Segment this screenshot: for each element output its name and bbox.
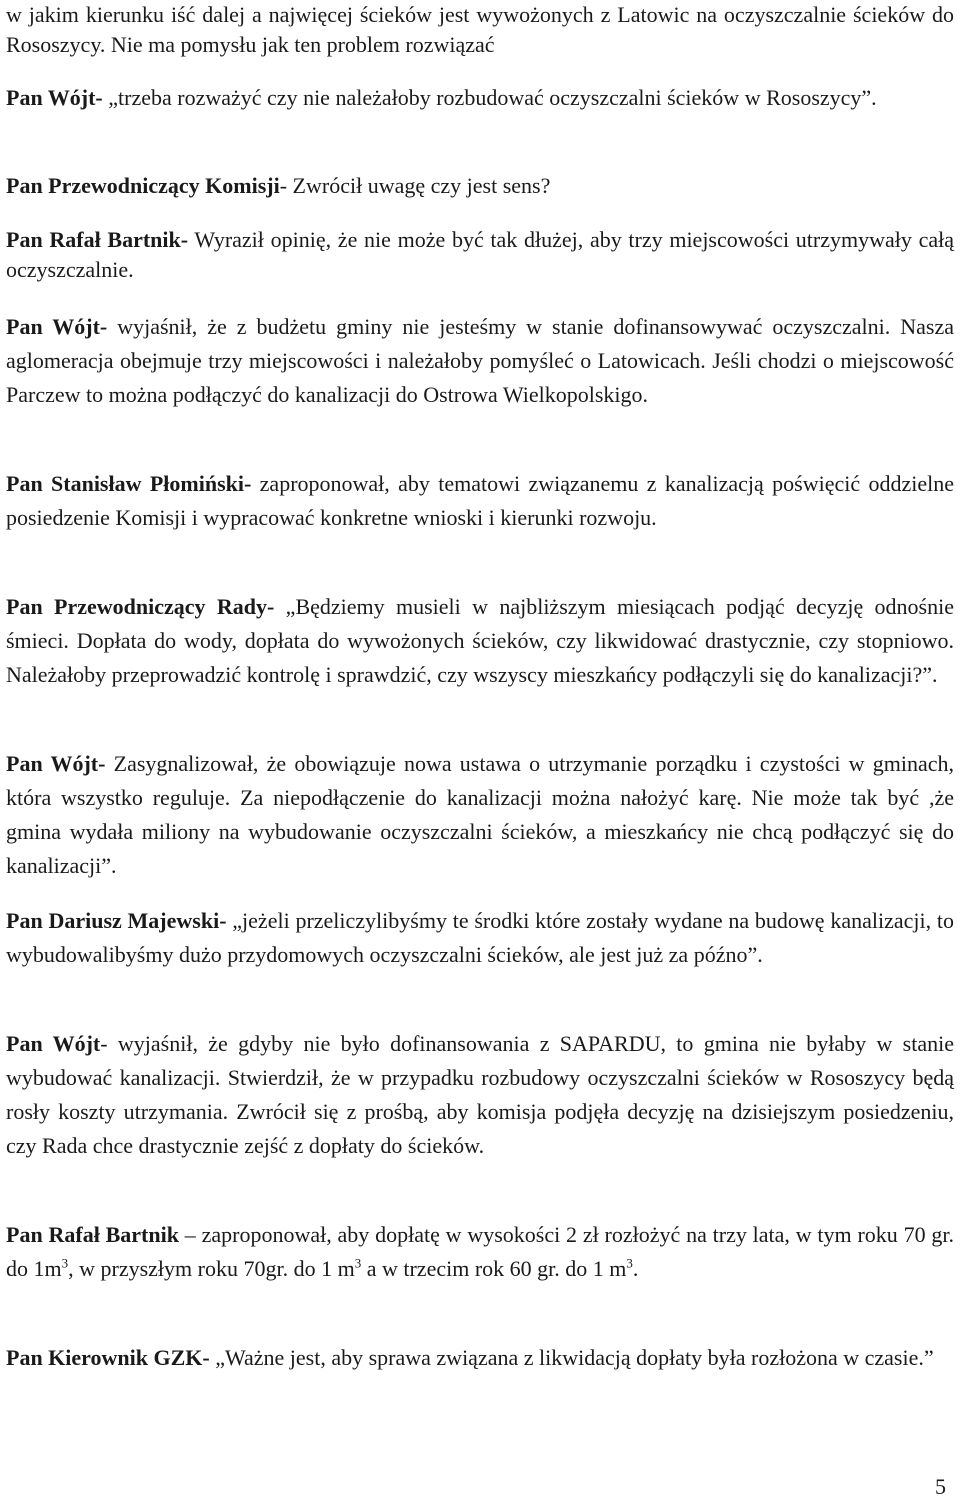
paragraph-text: „Ważne jest, aby sprawa związana z likwidacją dopłaty była rozłożona w czasie.”	[209, 1345, 934, 1370]
superscript-cubic: 3	[626, 1255, 633, 1271]
speaker-name: Pan Wójt-	[6, 314, 108, 339]
paragraph-bartnik-2	[6, 1218, 954, 1286]
paragraph-wojt-1	[6, 83, 954, 113]
paragraph-text: - Zwrócił uwagę czy jest sens?	[279, 173, 551, 198]
paragraph-text: , w przyszłym roku 70gr. do 1 m	[68, 1256, 355, 1281]
paragraph-kierownik-gzk	[6, 1341, 954, 1375]
speaker-name: Pan Wójt-	[6, 751, 106, 776]
paragraph-przewodniczacy-komisji	[6, 171, 954, 201]
speaker-name: Pan Wójt-	[6, 85, 103, 110]
paragraph-bartnik-1	[6, 225, 954, 285]
paragraph-majewski	[6, 904, 954, 972]
paragraph-przewodniczacy-rady	[6, 590, 954, 692]
paragraph-plominski	[6, 467, 954, 535]
speaker-name: Pan Wójt	[6, 1031, 101, 1056]
speaker-name: Pan Przewodniczący Komisji	[6, 173, 280, 198]
paragraph-wojt-3	[6, 747, 954, 883]
paragraph-text: - wyjaśnił, że gdyby nie było dofinansowania z SAPARDU, to gmina nie byłaby w stanie wybudować kanalizacji. Stwierdził, że w przypadku rozbudowy oczyszczalni ścieków w Rososzycy będą rosły koszty utrzymania. Zwrócił się z prośbą, aby komisja podjęła decyzję na dzisiejszym posiedzeniu, czy Rada chce drastycznie zejść z dopłaty do ścieków.	[6, 1031, 954, 1158]
speaker-name: Pan Rafał Bartnik	[6, 1222, 179, 1247]
paragraph-wojt-4	[6, 1027, 954, 1163]
page-number: 5	[935, 1474, 946, 1499]
paragraph-text: Wyraził opinię, że nie może być tak dłużej, aby trzy miejscowości utrzymywały całą oczyszczalnie.	[6, 227, 954, 282]
speaker-name: Pan Rafał Bartnik-	[6, 227, 189, 252]
superscript-cubic: 3	[354, 1255, 362, 1271]
paragraph-text: „jeżeli przeliczylibyśmy te środki które zostały wydane na budowę kanalizacji, to wybudowalibyśmy dużo przydomowych oczyszczalni ścieków, ale jest już za późno”.	[6, 908, 954, 967]
superscript-cubic: 3	[61, 1255, 69, 1271]
paragraph-text: a w trzecim rok 60 gr. do 1 m	[361, 1256, 627, 1281]
paragraph-intro	[6, 0, 954, 60]
speaker-name: Pan Kierownik GZK-	[6, 1345, 210, 1370]
paragraph-text: – zaproponował, aby dopłatę w wysokości 2 zł rozłożyć na trzy lata, w tym roku 70 gr. do 1m	[6, 1222, 954, 1281]
speaker-name: Pan Przewodniczący Rady-	[6, 594, 275, 619]
paragraph-text: w jakim kierunku iść dalej a najwięcej ścieków jest wywożonych z Latowic na oczyszczalnie ścieków do Rososzycy. Nie ma pomysłu jak ten problem rozwiązać	[6, 2, 954, 57]
speaker-name: Pan Stanisław Płomiński-	[6, 471, 252, 496]
paragraph-wojt-2	[6, 310, 954, 412]
paragraph-text: wyjaśnił, że z budżetu gminy nie jesteśmy w stanie dofinansowywać oczyszczalni. Nasza aglomeracja obejmuje trzy miejscowości i należałoby pomyśleć o Latowicach. Jeśli chodzi o miejscowość Parczew to można podłączyć do kanalizacji do Ostrowa Wielkopolskigo.	[6, 314, 955, 407]
paragraph-text: zaproponował, aby tematowi związanemu z kanalizacją poświęcić oddzielne posiedzenie Komisji i wypracować konkretne wnioski i kierunki rozwoju.	[6, 471, 954, 530]
paragraph-text: „trzeba rozważyć czy nie należałoby rozbudować oczyszczalni ścieków w Rososzycy”.	[102, 85, 877, 110]
paragraph-text: „Będziemy musieli w najbliższym miesiącach podjąć decyzję odnośnie śmieci. Dopłata do wody, dopłata do wywożonych ścieków, czy likwidować drastycznie, czy stopniowo. Należałoby przeprowadzić kontrolę i sprawdzić, czy wszyscy mieszkańcy podłączyli się do kanalizacji?”.	[6, 594, 955, 687]
speaker-name: Pan Dariusz Majewski-	[6, 908, 227, 933]
paragraph-text: .	[632, 1256, 639, 1281]
paragraph-text: Zasygnalizował, że obowiązuje nowa ustawa o utrzymanie porządku i czystości w gminach, która wszystko reguluje. Za niepodłączenie do kanalizacji można nałożyć karę. Nie może tak być ,że gmina wydała miliony na wybudowanie oczyszczalni ścieków, a mieszkańcy nie chcą podłączyć się do kanalizacji”.	[6, 751, 954, 878]
